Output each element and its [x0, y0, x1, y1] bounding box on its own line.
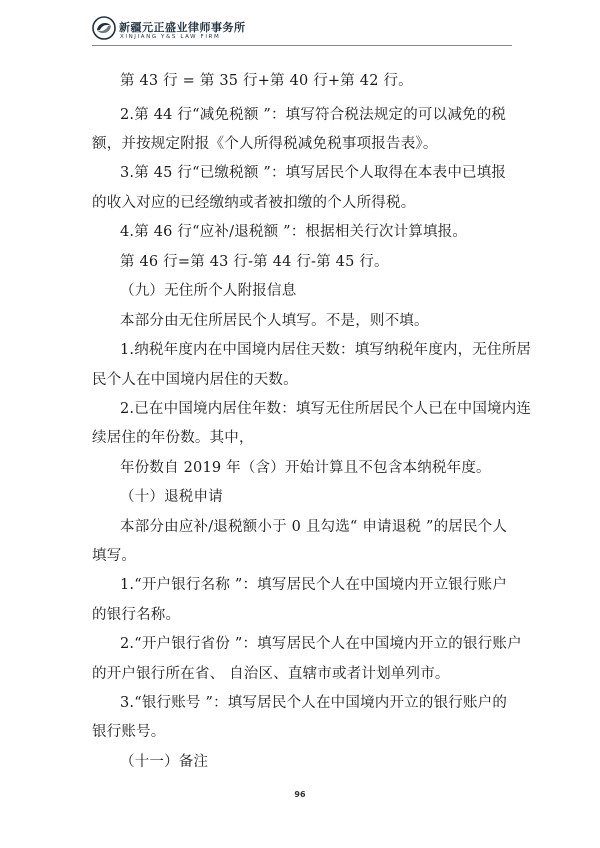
text-line: 2.第 44 行“减免税额 ”：填写符合税法规定的可以减免的税: [120, 107, 507, 123]
header-divider: [92, 45, 512, 46]
text-line: 的收入对应的已经缴纳或者被扣缴的个人所得税。: [92, 195, 416, 211]
text-line: 银行账号。: [92, 724, 166, 740]
text-line: 2.“开户银行省份 ”：填写居民个人在中国境内开立的银行账户: [120, 636, 522, 652]
text-line: 民个人在中国境内居住的天数。: [92, 372, 298, 388]
page-number: 96: [294, 790, 306, 799]
text-line: 4.第 46 行“应补/退税额 ”：根据相关行次计算填报。: [120, 224, 468, 240]
text-line: 3.第 45 行“已缴税额 ”：填写居民个人取得在本表中已填报: [120, 165, 507, 181]
text-line: 本部分由应补/退税额小于 0 且勾选“ 申请退税 ”的居民个人: [120, 519, 508, 535]
text-line: 续居住的年份数。其中，: [92, 430, 254, 446]
text-line: 第 43 行 = 第 35 行+第 40 行+第 42 行。: [120, 73, 413, 89]
text-line: 本部分由无住所居民个人填写。不是，则不填。: [120, 313, 429, 329]
section-heading: （九）无住所个人附报信息: [120, 283, 297, 299]
text-line: 2.已在中国境内居住年数：填写无住所居民个人已在中国境内连: [120, 401, 532, 417]
text-line: 3.“银行账号 ”：填写居民个人在中国境内开立的银行账户的: [120, 695, 508, 711]
text-line: 填写。: [92, 548, 137, 564]
firm-name-en: XINJIANG Y&S LAW FIRM: [120, 34, 221, 40]
text-line: 额，并按规定附报《个人所得税减免税事项报告表》。: [92, 136, 438, 152]
section-heading: （十一）备注: [120, 754, 209, 770]
text-line: 第 46 行=第 43 行-第 44 行-第 45 行。: [120, 254, 389, 270]
text-line: 的开户银行所在省、 自治区、直辖市或者计划单列市。: [92, 666, 450, 682]
text-line: 1.纳税年度内在中国境内居住天数：填写纳税年度内，无住所居: [120, 342, 532, 358]
text-line: 的银行名称。: [92, 607, 181, 623]
firm-name-cn: 新疆元正盛业律师事务所: [119, 21, 246, 34]
swirl-logo-icon: [92, 16, 116, 40]
section-heading: （十）退税申请: [120, 489, 223, 505]
page-header: [92, 14, 542, 54]
text-line: 1.“开户银行名称 ”：填写居民个人在中国境内开立银行账户: [120, 577, 508, 593]
text-line: 年份数自 2019 年（含）开始计算且不包含本纳税年度。: [120, 460, 491, 476]
